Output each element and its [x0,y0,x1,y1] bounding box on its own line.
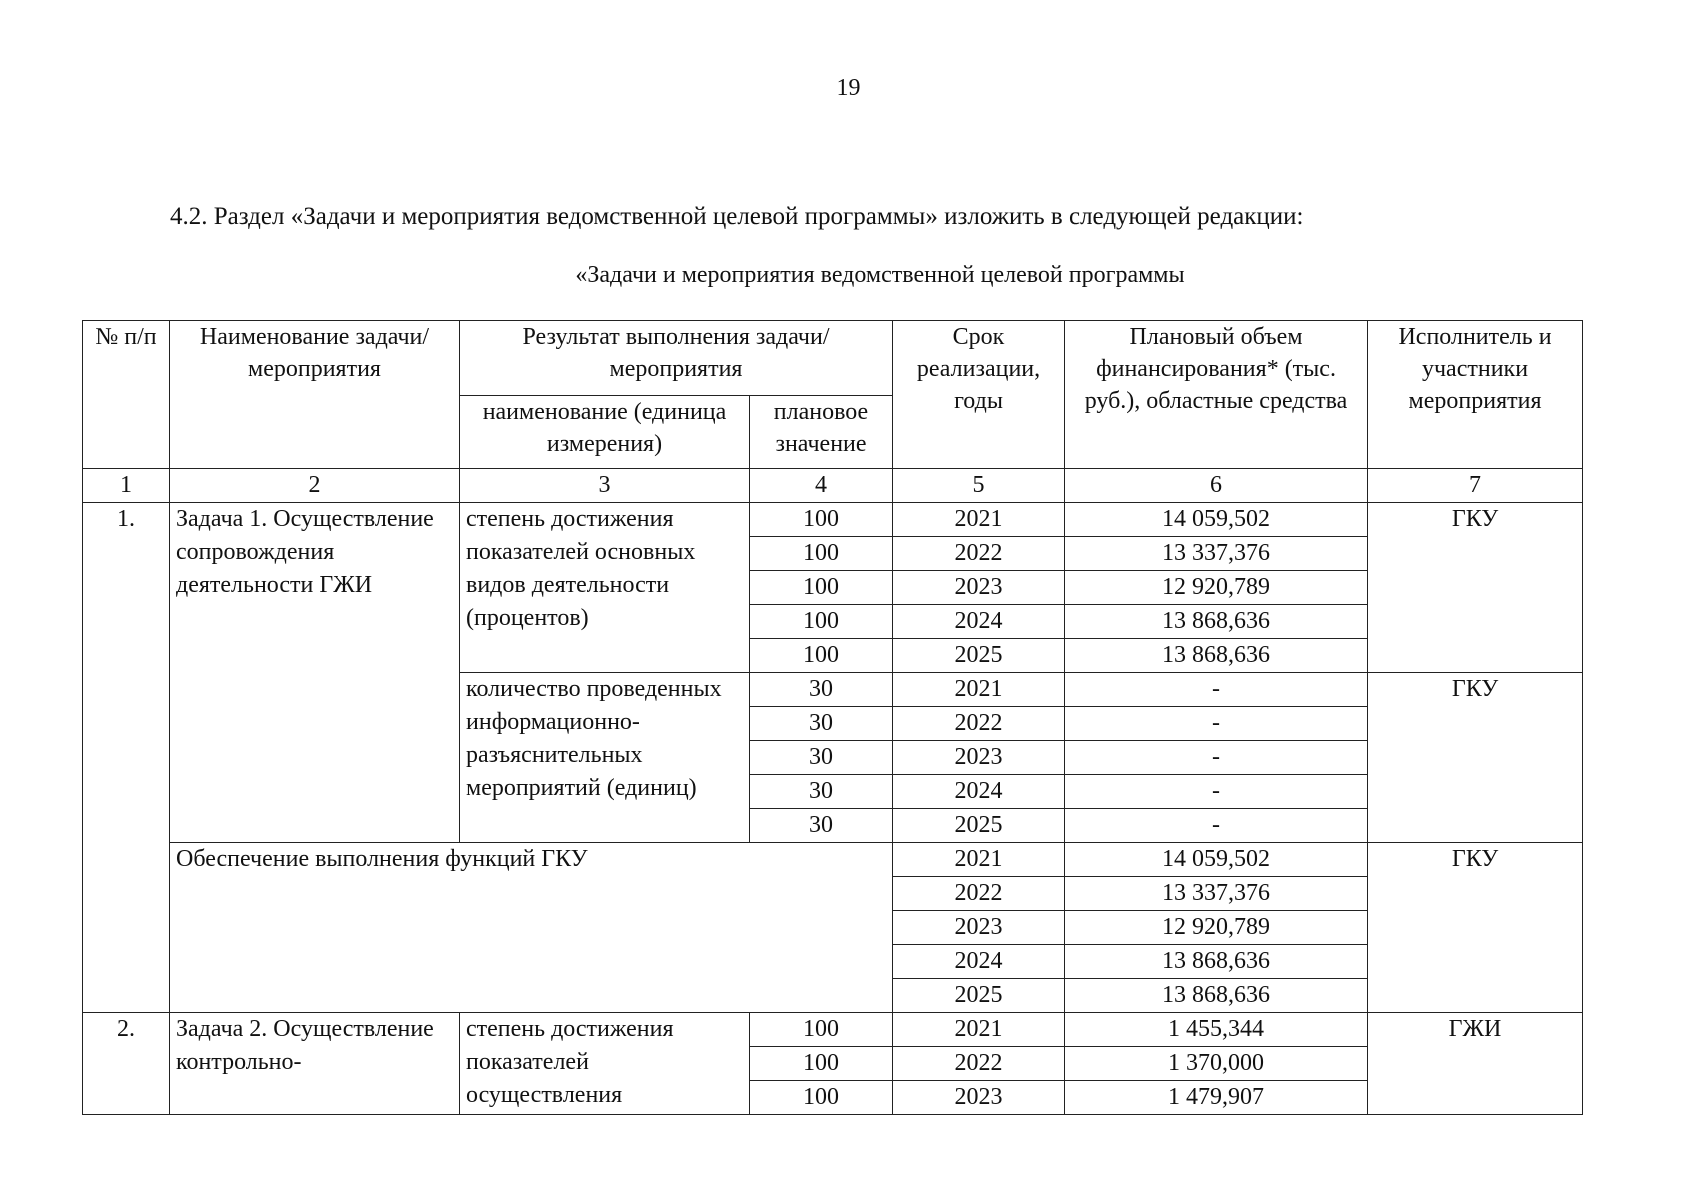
column-number: 6 [1065,469,1368,503]
year: 2022 [893,1047,1065,1081]
finance-amount: - [1065,707,1368,741]
indicator-name: степень достижения показателей основных видов деятельности (процентов) [460,503,750,673]
header-row [83,321,1583,396]
task-name: Задача 2. Осуществление контрольно- [170,1013,460,1115]
planned-value: 30 [750,741,893,775]
finance-amount: 1 479,907 [1065,1081,1368,1115]
table-title: «Задачи и мероприятия ведомственной целевой программы [575,262,1185,288]
finance-amount: - [1065,741,1368,775]
finance-amount: 1 370,000 [1065,1047,1368,1081]
planned-value: 100 [750,571,893,605]
planned-value: 100 [750,503,893,537]
year: 2021 [893,1013,1065,1047]
table-row [83,1013,1583,1047]
activity-name: Обеспечение выполнения функций ГКУ [170,843,893,1013]
finance-amount: 13 868,636 [1065,605,1368,639]
planned-value: 100 [750,1081,893,1115]
page-number: 19 [836,75,861,101]
finance-amount: - [1065,673,1368,707]
planned-value: 100 [750,605,893,639]
column-number: 4 [750,469,893,503]
column-numbers-row [83,469,1583,503]
executor: ГКУ [1368,843,1583,1013]
year: 2021 [893,503,1065,537]
column-number: 5 [893,469,1065,503]
year: 2022 [893,707,1065,741]
column-number: 2 [170,469,460,503]
planned-value: 100 [750,537,893,571]
tasks-table [82,320,1583,1115]
finance-amount: 1 455,344 [1065,1013,1368,1047]
finance-amount: 13 868,636 [1065,945,1368,979]
planned-value: 30 [750,673,893,707]
finance-amount: 13 337,376 [1065,537,1368,571]
year: 2023 [893,571,1065,605]
year: 2022 [893,877,1065,911]
column-number: 1 [83,469,170,503]
header-result-value: плановое значение [750,396,893,469]
column-number: 3 [460,469,750,503]
planned-value: 30 [750,775,893,809]
header-result: Результат выполнения задачи/мероприятия [460,321,893,396]
task-number: 2. [83,1013,170,1115]
year: 2021 [893,673,1065,707]
column-number: 7 [1368,469,1583,503]
year: 2024 [893,605,1065,639]
year: 2025 [893,809,1065,843]
indicator-name: количество проведенных информационно-разъяснительных мероприятий (единиц) [460,673,750,843]
finance-amount: - [1065,775,1368,809]
finance-amount: - [1065,809,1368,843]
table-row [83,503,1583,537]
finance-amount: 14 059,502 [1065,843,1368,877]
year: 2022 [893,537,1065,571]
task-name: Задача 1. Осуществление сопровождения деятельности ГЖИ [170,503,460,843]
planned-value: 30 [750,707,893,741]
header-term: Срок реализации, годы [893,321,1065,469]
header-num: № п/п [83,321,170,469]
header-result-name: наименование (единица измерения) [460,396,750,469]
intro-paragraph: 4.2. Раздел «Задачи и мероприятия ведомственной целевой программы» изложить в следующей редакции: [170,203,1304,230]
finance-amount: 13 868,636 [1065,639,1368,673]
table-row [83,843,1583,877]
executor: ГЖИ [1368,1013,1583,1115]
executor: ГКУ [1368,503,1583,673]
finance-amount: 14 059,502 [1065,503,1368,537]
planned-value: 100 [750,1013,893,1047]
year: 2023 [893,911,1065,945]
task-number: 1. [83,503,170,1013]
year: 2023 [893,741,1065,775]
executor: ГКУ [1368,673,1583,843]
year: 2025 [893,979,1065,1013]
finance-amount: 12 920,789 [1065,571,1368,605]
header-executor: Исполнитель и участники мероприятия [1368,321,1583,469]
header-finance: Плановый объем финансирования* (тыс. руб.), областные средства [1065,321,1368,469]
year: 2024 [893,945,1065,979]
finance-amount: 13 868,636 [1065,979,1368,1013]
year: 2024 [893,775,1065,809]
year: 2023 [893,1081,1065,1115]
planned-value: 30 [750,809,893,843]
indicator-name: степень достижения показателей осуществления [460,1013,750,1115]
year: 2021 [893,843,1065,877]
finance-amount: 12 920,789 [1065,911,1368,945]
planned-value: 100 [750,639,893,673]
finance-amount: 13 337,376 [1065,877,1368,911]
header-name: Наименование задачи/мероприятия [170,321,460,469]
year: 2025 [893,639,1065,673]
planned-value: 100 [750,1047,893,1081]
